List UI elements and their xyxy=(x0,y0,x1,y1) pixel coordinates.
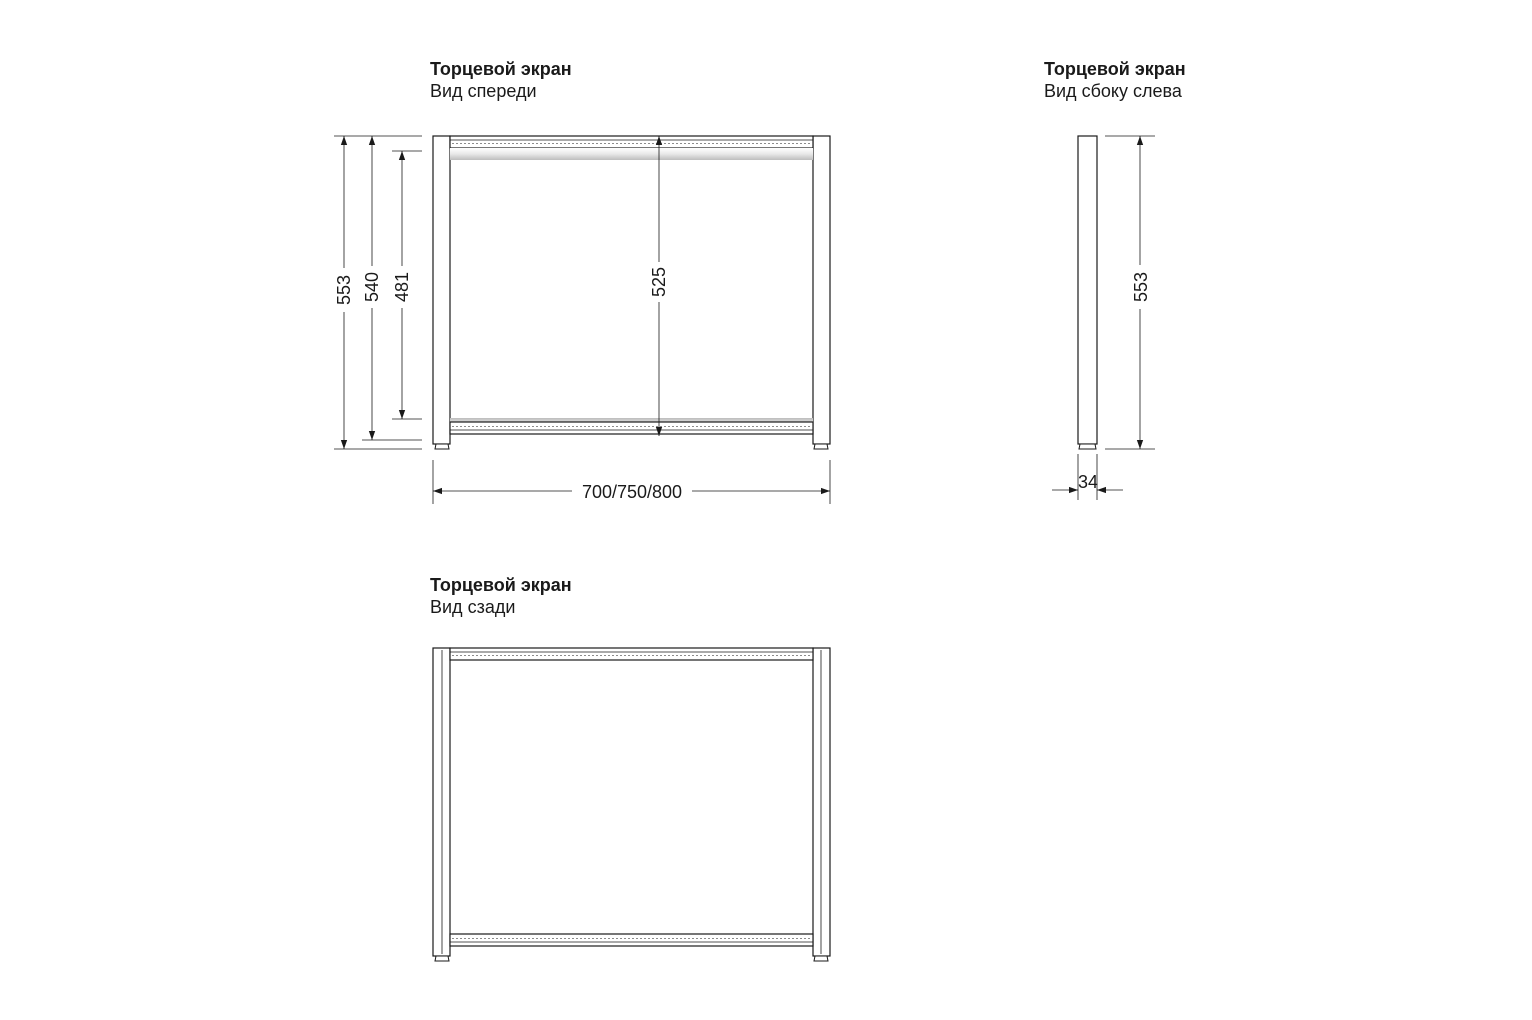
side-view-title: Торцевой экран xyxy=(1044,59,1186,79)
rear-top-rail xyxy=(450,648,813,660)
dim-front-553: 553 xyxy=(334,274,354,306)
dim-front-width: 700/750/800 xyxy=(581,482,683,502)
rear-bottom-rail xyxy=(450,934,813,946)
front-top-rail xyxy=(450,136,813,148)
side-post xyxy=(1078,136,1097,444)
rear-view xyxy=(433,648,830,961)
front-view xyxy=(433,136,830,449)
dim-side-553: 553 xyxy=(1131,271,1151,303)
dim-front-481: 481 xyxy=(392,271,412,303)
front-right-post xyxy=(813,136,830,444)
side-dimensions xyxy=(1052,136,1155,500)
rear-view-subtitle: Вид сзади xyxy=(430,597,516,617)
front-dimensions xyxy=(334,136,830,504)
rear-view-title: Торцевой экран xyxy=(430,575,572,595)
dim-front-540: 540 xyxy=(362,271,382,303)
front-view-subtitle: Вид спереди xyxy=(430,81,537,101)
side-view xyxy=(1078,136,1097,449)
dim-front-525: 525 xyxy=(649,266,669,298)
front-bottom-rail xyxy=(450,422,813,434)
front-left-post xyxy=(433,136,450,444)
dim-side-34: 34 xyxy=(1077,472,1099,492)
rear-left-post xyxy=(433,648,450,956)
rear-right-post xyxy=(813,648,830,956)
front-view-title: Торцевой экран xyxy=(430,59,572,79)
side-view-subtitle: Вид сбоку слева xyxy=(1044,81,1182,101)
